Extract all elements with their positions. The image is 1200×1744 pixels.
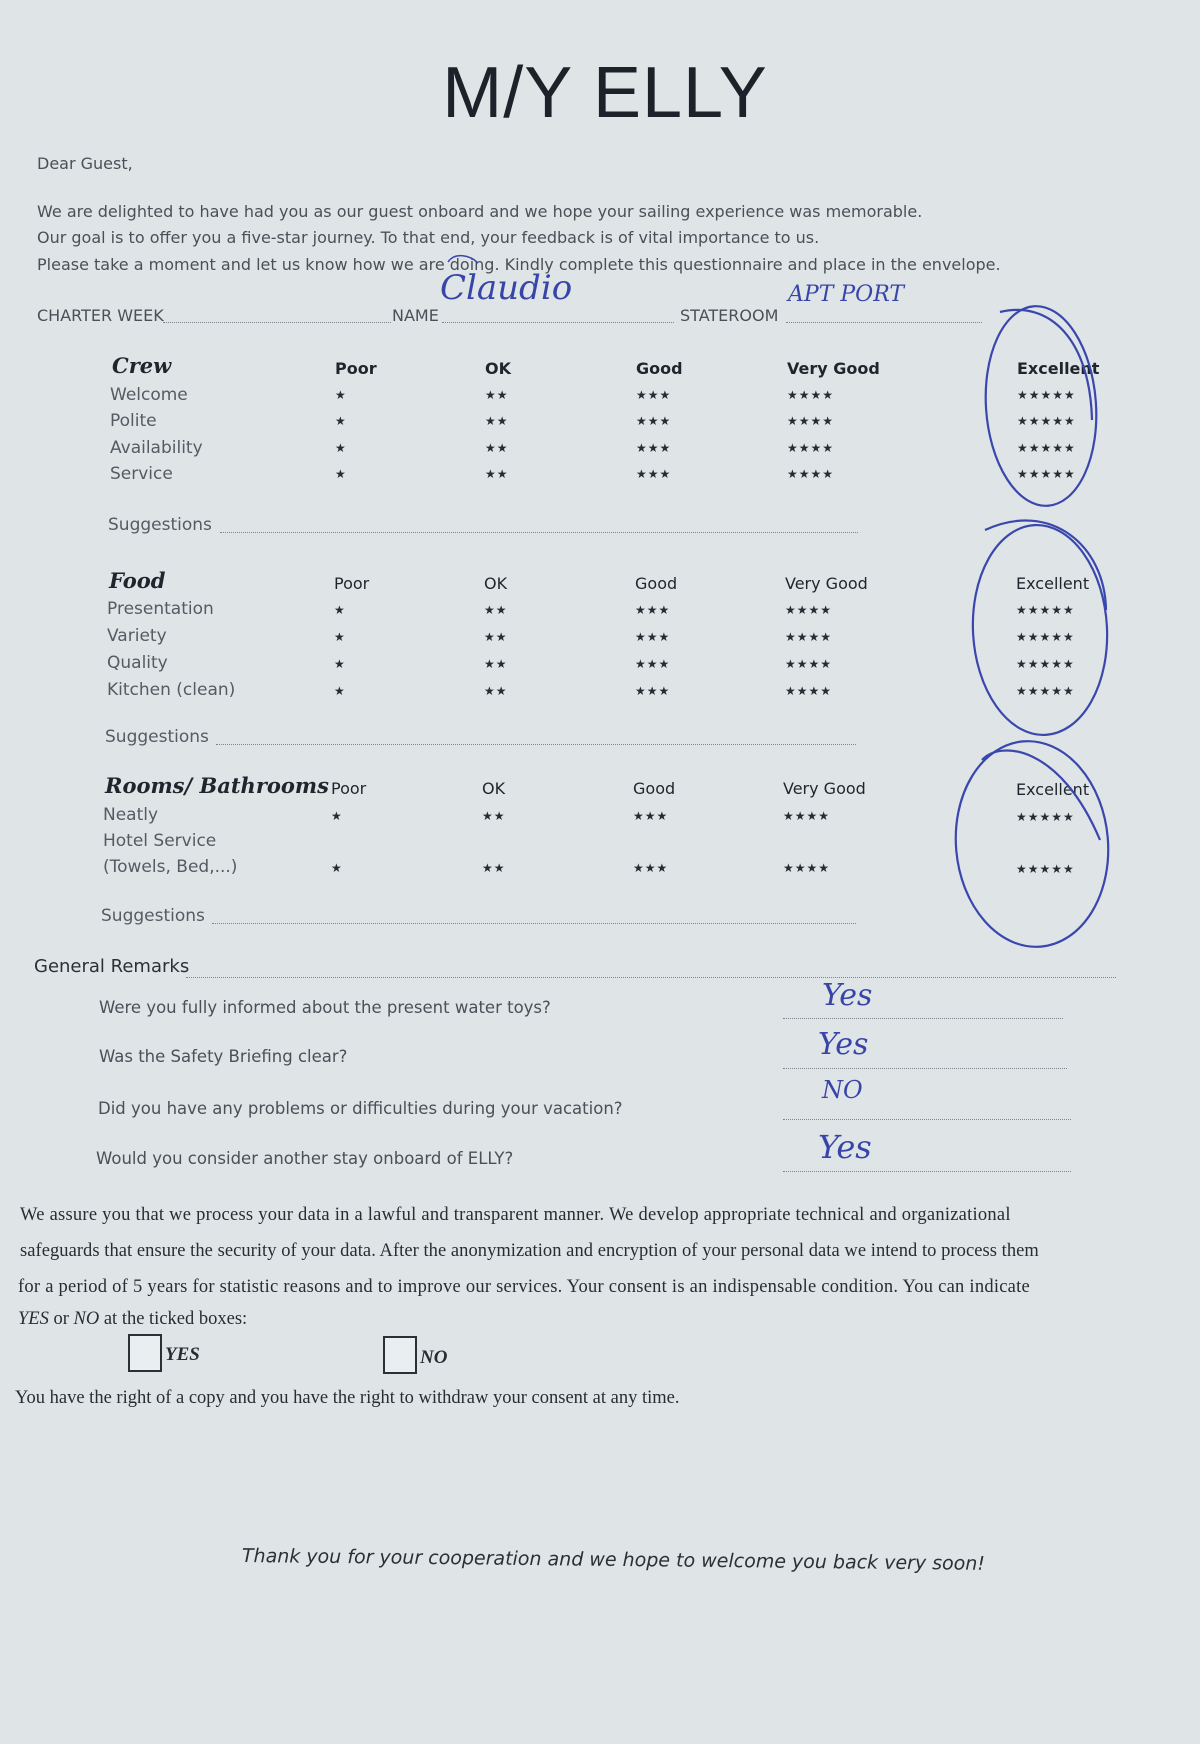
- rooms-head-poor: Poor: [331, 779, 367, 798]
- star-rating-2[interactable]: ★★: [485, 388, 509, 402]
- stateroom-field[interactable]: [786, 322, 982, 323]
- remark-answer: Yes: [822, 978, 873, 1013]
- star-rating-1[interactable]: ★: [334, 657, 346, 671]
- rooms-head-ok: OK: [482, 779, 506, 798]
- remark-answer: Yes: [818, 1027, 869, 1062]
- star-rating-3[interactable]: ★★★: [635, 603, 671, 617]
- general-remarks-field[interactable]: [186, 977, 1116, 978]
- section-title-rooms: Rooms/ Bathrooms: [105, 773, 329, 798]
- star-rating-2[interactable]: ★★: [484, 603, 508, 617]
- food-row-label: Quality: [107, 653, 168, 673]
- food-suggestions-label: Suggestions: [105, 727, 209, 747]
- crew-row-label: Service: [110, 464, 173, 484]
- star-rating-3[interactable]: ★★★: [635, 684, 671, 698]
- star-rating-4[interactable]: ★★★★: [787, 467, 835, 481]
- star-rating-5[interactable]: ★★★★★: [1016, 862, 1075, 876]
- section-title-crew: Crew: [112, 353, 172, 378]
- privacy-or-word: or: [48, 1309, 74, 1329]
- star-rating-2[interactable]: ★★: [482, 861, 506, 875]
- intro-line-1: We are delighted to have had you as our guest onboard and we hope your sailing experience was memorable.: [37, 202, 923, 221]
- crew-head-very-good: Very Good: [787, 359, 880, 378]
- crew-suggestions-label: Suggestions: [108, 515, 212, 535]
- food-head-good: Good: [635, 574, 678, 593]
- rooms-head-good: Good: [633, 779, 676, 798]
- star-rating-5[interactable]: ★★★★★: [1016, 657, 1075, 671]
- remark-question: Was the Safety Briefing clear?: [99, 1047, 348, 1066]
- section-title-food: Food: [109, 568, 166, 593]
- consent-no-label: NO: [420, 1347, 448, 1368]
- food-head-excellent: Excellent: [1016, 574, 1090, 593]
- remark-question: Did you have any problems or difficulties during your vacation?: [98, 1099, 623, 1118]
- star-rating-2[interactable]: ★★: [485, 441, 509, 455]
- rooms-suggestions-label: Suggestions: [101, 906, 205, 926]
- remark-answer: Yes: [818, 1128, 872, 1166]
- crew-row-label: Availability: [110, 438, 203, 458]
- greeting: Dear Guest,: [37, 154, 133, 173]
- remark-answer-field[interactable]: [783, 1119, 1071, 1120]
- star-rating-1[interactable]: ★: [335, 414, 347, 428]
- yacht-title: M/Y ELLY: [442, 53, 768, 133]
- rooms-excellent-circle: [947, 735, 1116, 953]
- name-field[interactable]: [442, 322, 674, 323]
- star-rating-1[interactable]: ★: [334, 630, 346, 644]
- intro-line-3: Please take a moment and let us know how we are doing. Kindly complete this questionnaire and place in the envelope.: [37, 255, 1001, 274]
- star-rating-4[interactable]: ★★★★: [783, 809, 831, 823]
- rooms-suggestions-field[interactable]: [212, 923, 856, 924]
- intro-line-2: Our goal is to offer you a five-star journey. To that end, your feedback is of vital importance to us.: [37, 228, 820, 247]
- star-rating-1[interactable]: ★: [334, 684, 346, 698]
- star-rating-3[interactable]: ★★★: [633, 861, 669, 875]
- food-head-poor: Poor: [334, 574, 370, 593]
- crew-head-excellent: Excellent: [1017, 359, 1100, 378]
- charter-week-label: CHARTER WEEK: [37, 306, 164, 325]
- food-row-label: Variety: [107, 626, 167, 646]
- star-rating-5[interactable]: ★★★★★: [1017, 441, 1076, 455]
- star-rating-1[interactable]: ★: [334, 603, 346, 617]
- remark-answer-field[interactable]: [783, 1068, 1067, 1069]
- privacy-yes-word: YES: [18, 1309, 49, 1329]
- food-row-label: Kitchen (clean): [107, 680, 236, 700]
- crew-head-poor: Poor: [335, 359, 377, 378]
- remark-answer: NO: [822, 1076, 863, 1104]
- star-rating-3[interactable]: ★★★: [636, 441, 672, 455]
- thank-you-message: Thank you for your cooperation and we hope to welcome you back very soon!: [241, 1545, 986, 1575]
- star-rating-2[interactable]: ★★: [484, 657, 508, 671]
- star-rating-1[interactable]: ★: [331, 809, 343, 823]
- rights-text: You have the right of a copy and you have the right to withdraw your consent at any time.: [15, 1388, 680, 1408]
- consent-yes-checkbox[interactable]: [128, 1334, 162, 1372]
- star-rating-3[interactable]: ★★★: [636, 467, 672, 481]
- star-rating-1[interactable]: ★: [331, 861, 343, 875]
- rooms-row-label: (Towels, Bed,...): [103, 857, 238, 877]
- star-rating-4[interactable]: ★★★★: [785, 657, 833, 671]
- star-rating-2[interactable]: ★★: [485, 414, 509, 428]
- remark-answer-field[interactable]: [783, 1018, 1063, 1019]
- star-rating-5[interactable]: ★★★★★: [1016, 684, 1075, 698]
- star-rating-5[interactable]: ★★★★★: [1016, 630, 1075, 644]
- privacy-tail: at the ticked boxes:: [99, 1309, 248, 1329]
- remark-question: Were you fully informed about the present water toys?: [99, 998, 551, 1017]
- privacy-line-2: safeguards that ensure the security of your data. After the anonymization and encryption of your personal data we intend to process them: [20, 1241, 1039, 1261]
- consent-yes-label: YES: [165, 1344, 200, 1365]
- star-rating-4[interactable]: ★★★★: [785, 684, 833, 698]
- general-remarks-label: General Remarks: [34, 956, 190, 977]
- star-rating-4[interactable]: ★★★★: [783, 861, 831, 875]
- food-head-ok: OK: [484, 574, 508, 593]
- privacy-no-word: NO: [73, 1309, 100, 1329]
- food-head-very-good: Very Good: [785, 574, 868, 593]
- star-rating-1[interactable]: ★: [335, 441, 347, 455]
- remark-question: Would you consider another stay onboard of ELLY?: [96, 1149, 514, 1168]
- privacy-line-1: We assure you that we process your data in a lawful and transparent manner. We develop appropriate technical and organizational: [20, 1205, 1011, 1225]
- stateroom-value: APT PORT: [788, 282, 905, 307]
- star-rating-5[interactable]: ★★★★★: [1016, 603, 1075, 617]
- star-rating-4[interactable]: ★★★★: [785, 630, 833, 644]
- star-rating-3[interactable]: ★★★: [635, 657, 671, 671]
- crew-row-label: Polite: [110, 411, 157, 431]
- food-excellent-circle-stroke: [985, 521, 1106, 610]
- star-rating-4[interactable]: ★★★★: [787, 414, 835, 428]
- star-rating-2[interactable]: ★★: [485, 467, 509, 481]
- crew-row-label: Welcome: [110, 385, 188, 405]
- star-rating-5[interactable]: ★★★★★: [1016, 810, 1075, 824]
- crew-suggestions-field[interactable]: [220, 532, 858, 533]
- consent-no-checkbox[interactable]: [383, 1336, 417, 1374]
- stateroom-label: STATEROOM: [680, 306, 779, 325]
- star-rating-1[interactable]: ★: [335, 467, 347, 481]
- star-rating-4[interactable]: ★★★★: [787, 441, 835, 455]
- privacy-line-3: for a period of 5 years for statistic reasons and to improve our services. Your consent is an indispensable condition. You can indicate: [18, 1277, 1030, 1297]
- food-row-label: Presentation: [107, 599, 214, 619]
- star-rating-5[interactable]: ★★★★★: [1017, 467, 1076, 481]
- star-rating-1[interactable]: ★: [335, 388, 347, 402]
- star-rating-5[interactable]: ★★★★★: [1017, 414, 1076, 428]
- rooms-row-label: Neatly: [103, 805, 159, 825]
- rooms-head-excellent: Excellent: [1016, 780, 1090, 799]
- crew-head-good: Good: [636, 359, 683, 378]
- star-rating-2[interactable]: ★★: [482, 809, 506, 823]
- remark-answer-field[interactable]: [783, 1171, 1071, 1172]
- rooms-head-very-good: Very Good: [783, 779, 866, 798]
- name-value: Claudio: [440, 268, 573, 308]
- star-rating-3[interactable]: ★★★: [636, 388, 672, 402]
- star-rating-4[interactable]: ★★★★: [785, 603, 833, 617]
- star-rating-4[interactable]: ★★★★: [787, 388, 835, 402]
- star-rating-3[interactable]: ★★★: [633, 809, 669, 823]
- charter-week-field[interactable]: [163, 322, 391, 323]
- star-rating-3[interactable]: ★★★: [636, 414, 672, 428]
- star-rating-2[interactable]: ★★: [484, 684, 508, 698]
- star-rating-5[interactable]: ★★★★★: [1017, 388, 1076, 402]
- star-rating-2[interactable]: ★★: [484, 630, 508, 644]
- name-label: NAME: [392, 306, 439, 325]
- food-suggestions-field[interactable]: [216, 744, 856, 745]
- star-rating-3[interactable]: ★★★: [635, 630, 671, 644]
- privacy-line-4: [18, 1309, 247, 1330]
- rooms-row-label: Hotel Service: [103, 831, 217, 851]
- crew-head-ok: OK: [485, 359, 511, 378]
